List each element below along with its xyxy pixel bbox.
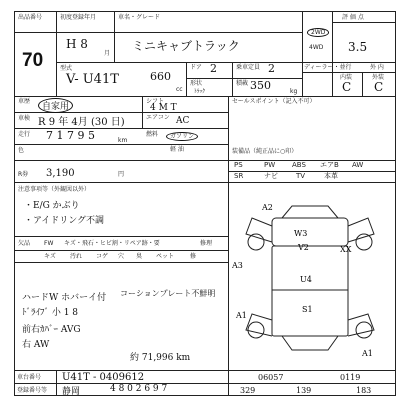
sales-point-label: セールスポイント（記入不可） <box>232 98 316 105</box>
damage-smell: 臭 <box>136 253 143 260</box>
shift-label: シフト <box>146 98 165 105</box>
equip-leather: 本革 <box>324 172 338 180</box>
ac-label: エアコン <box>146 114 170 121</box>
fuel-value: ガソリン <box>166 132 198 141</box>
model-value: ミニキャブトラック <box>132 39 240 53</box>
damage-pet: ペット <box>156 253 175 260</box>
equip-pw: PW <box>264 161 276 169</box>
displacement-value: 660 <box>150 70 171 83</box>
interior-label: 内装 <box>340 74 353 81</box>
load-value: 350 <box>250 79 271 92</box>
mileage-value: 7 1 7 9 5 <box>46 129 95 142</box>
missing-fw: FW <box>44 240 54 247</box>
equip-sr: SR <box>234 172 244 180</box>
mileage-unit: km <box>118 137 128 144</box>
mark-a1-right: A1 <box>362 349 373 358</box>
caution-line-1: ・E/G かぶり <box>24 201 80 211</box>
mark-a3: A3 <box>232 261 243 270</box>
inspection-label: 車検 <box>18 115 31 122</box>
model-label: 車名・グレード <box>118 14 161 21</box>
eval-value: 3.5 <box>348 40 368 54</box>
damage-repair: 修 <box>190 253 197 260</box>
equip-ps: PS <box>234 161 243 169</box>
reg-number: 4 8 0 2 6 9 7 <box>110 384 168 394</box>
equip-abs: ABS <box>292 161 306 169</box>
door-label: ドア <box>190 64 202 71</box>
remarks-line-2: ﾄﾞﾗｲﾌﾞ 小 1 8 <box>22 308 79 318</box>
date-value-1: 06057 <box>258 373 284 382</box>
equip-tv: TV <box>296 172 306 180</box>
shift-value: 4 M T <box>150 103 177 113</box>
inspection-value: R 9 年 4月 (30 日) <box>38 117 125 128</box>
type-label: 型式 <box>60 65 73 72</box>
chassis-label: 車台番号 <box>17 374 42 381</box>
load-unit: kg <box>290 88 298 95</box>
mark-a2: A2 <box>262 203 273 212</box>
mileage-label: 走行 <box>18 131 31 138</box>
equip-label: 装備品（純正品に○印） <box>232 148 298 155</box>
shape-value: ﾄﾗｯｸ <box>194 89 206 95</box>
date-value-2: 0119 <box>340 373 361 382</box>
remarks-line-3: 前右ｶﾊﾞｰ AVG <box>22 325 81 335</box>
mark-v2: V2 <box>298 243 309 252</box>
mark-xx: XX <box>340 245 352 254</box>
use-label: 車歴 <box>18 98 31 105</box>
odometer-note: 約 71,996 km <box>130 353 191 363</box>
remarks-line-4: 右 AW <box>22 340 50 350</box>
damage-burn: コゲ <box>96 253 109 260</box>
damage-dirt: 汚れ <box>70 253 83 260</box>
door-value: 2 <box>210 62 217 75</box>
color-label: 色 <box>18 147 25 154</box>
damage-scratch: キズ <box>44 253 56 260</box>
displacement-unit: cc <box>176 86 183 93</box>
interior-value: C <box>342 80 352 94</box>
reg-year-label: 初度登録年月 <box>60 14 97 21</box>
mark-u4: U4 <box>300 275 312 284</box>
seats-label: 乗車定員 <box>236 64 261 71</box>
equip-aw: AW <box>352 161 364 169</box>
code-2: 139 <box>296 386 312 395</box>
remarks-line-1: ハードW ホバーイ付 <box>22 293 107 303</box>
dealer-label: ディーラー・並行 <box>304 64 352 71</box>
mark-s1: S1 <box>302 305 313 314</box>
exterior-label: 外装 <box>372 74 385 81</box>
missing-repair: 修理 <box>200 240 213 247</box>
shape-label: 形状 <box>190 80 203 87</box>
chassis-value: U41T - 0409612 <box>62 372 145 383</box>
reg-year-value: H 8 <box>66 37 88 51</box>
fuel-label: 燃料 <box>146 131 159 138</box>
reg-month-unit: 月 <box>104 50 111 57</box>
reg-city: 静岡 <box>62 387 81 397</box>
remarks-extra: コーションプレート不鮮明 <box>120 289 216 298</box>
vehicle-diagram <box>232 190 392 370</box>
missing-label: 欠品 <box>18 240 31 247</box>
drive-2wd: 2WD <box>307 28 329 37</box>
damage-hole: 穴 <box>118 253 125 260</box>
equip-airbag: エアB <box>320 161 339 169</box>
lot-label: 出品番号 <box>18 14 43 21</box>
caution-label: 注意事項等（外観図以外） <box>18 186 91 193</box>
recycle-unit: 円 <box>118 171 125 178</box>
mark-w3: W3 <box>294 229 308 238</box>
dealer-value: 外 内 <box>370 64 384 71</box>
exterior-value: C <box>374 80 384 94</box>
lot-number: 70 <box>22 50 44 71</box>
caution-line-2: ・アイドリング不調 <box>24 216 105 226</box>
seats-value: 2 <box>268 62 275 75</box>
load-label: 積載 <box>236 80 249 87</box>
eval-label: 評 価 点 <box>342 14 364 21</box>
use-value: 自家用 <box>38 98 73 113</box>
recycle-label: R券 <box>18 171 29 178</box>
mark-a1: A1 <box>236 311 247 320</box>
equip-navi: ナビ <box>264 172 278 180</box>
fuel-extra: 軽 油 <box>170 146 184 153</box>
drive-4wd: 4WD <box>309 44 324 51</box>
type-value: V- U41T <box>66 72 119 87</box>
code-1: 329 <box>240 386 256 395</box>
missing-damage: キズ・飛石・ヒビ割・リペア跡・要 <box>64 240 160 247</box>
ac-value: AC <box>176 116 190 126</box>
reg-label: 登録番号等 <box>17 387 48 394</box>
code-3: 183 <box>356 386 372 395</box>
recycle-value: 3,190 <box>46 168 75 179</box>
